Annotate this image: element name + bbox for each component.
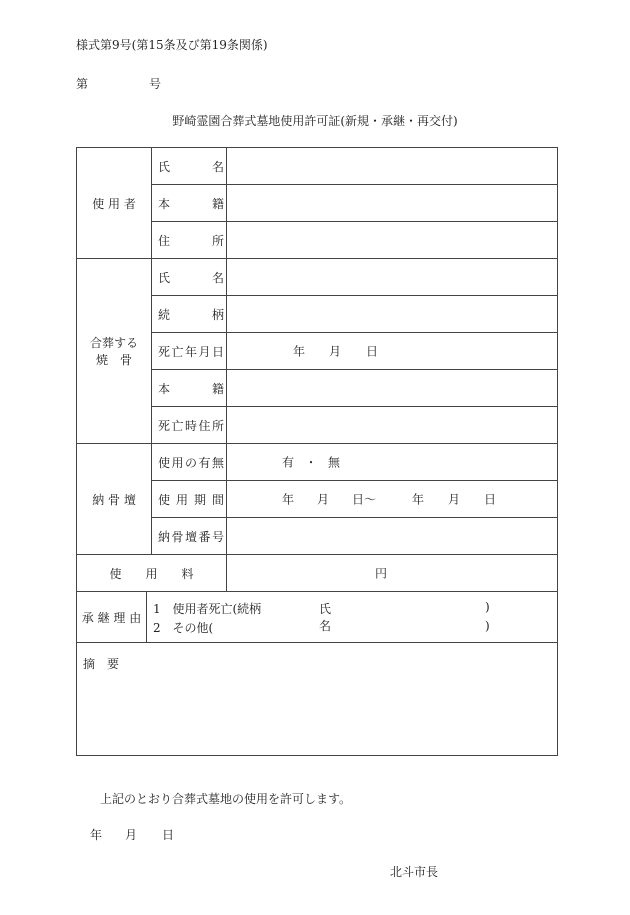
fee-value[interactable] <box>227 555 558 592</box>
deceased-name-label: 氏 名 <box>152 259 227 296</box>
issue-day-unit: 日 <box>162 828 175 842</box>
period-end-month: 月 <box>448 492 461 507</box>
period-end-year: 年 <box>412 492 425 507</box>
user-group-label: 使 用 者 <box>77 148 152 259</box>
period-start-month: 月 <box>317 492 330 507</box>
deceased-group-line2: 焼 骨 <box>96 353 133 367</box>
period-start-day: 日〜 <box>352 492 377 507</box>
ossuary-group-label: 納 骨 壇 <box>77 444 152 555</box>
death-address-value[interactable] <box>227 407 558 444</box>
death-date-label: 死亡年月日 <box>152 333 227 370</box>
succession-reasons <box>147 592 558 643</box>
fee-unit: 円 <box>375 566 388 581</box>
issuer-title: 北斗市長 <box>390 865 439 879</box>
death-year-unit: 年 <box>293 344 306 359</box>
usage-period-value[interactable] <box>227 481 558 518</box>
reason-1-number: 1 <box>153 602 161 616</box>
reason-1-name: 氏名 <box>319 602 332 633</box>
ossuary-usage-row <box>77 444 558 481</box>
reason-1-text: 使用者死亡(続柄 <box>172 602 262 616</box>
fee-row <box>77 555 558 592</box>
summary-row <box>77 643 558 756</box>
deceased-relation-label: 続 柄 <box>152 296 227 333</box>
ossuary-number-value[interactable] <box>227 518 558 555</box>
period-end-day: 日 <box>484 492 497 507</box>
usage-yes[interactable]: 有 <box>282 455 295 470</box>
user-domicile-value[interactable] <box>227 185 558 222</box>
death-address-label: 死亡時住所 <box>152 407 227 444</box>
usage-period-label: 使 用 期 間 <box>152 481 227 518</box>
issue-month-unit: 月 <box>125 828 138 842</box>
deceased-name-row <box>77 259 558 296</box>
user-address-value[interactable] <box>227 222 558 259</box>
period-start-year: 年 <box>282 492 295 507</box>
doc-number-dai: 第 <box>76 77 89 91</box>
fee-label: 使 用 料 <box>77 555 227 592</box>
usage-no[interactable]: 無 <box>328 455 341 470</box>
form-number: 様式第9号(第15条及び第19条関係) <box>76 38 268 52</box>
summary-label: 摘 要 <box>83 657 120 671</box>
ossuary-usage-label: 使用の有無 <box>152 444 227 481</box>
summary-area[interactable] <box>77 643 558 756</box>
user-address-label: 住 所 <box>152 222 227 259</box>
reason-other-line[interactable] <box>153 619 490 636</box>
deceased-relation-value[interactable] <box>227 296 558 333</box>
death-month-unit: 月 <box>329 344 342 359</box>
ossuary-number-label: 納骨壇番号 <box>152 518 227 555</box>
document-title: 野崎霊園合葬式墓地使用許可証(新規・承継・再交付) <box>172 114 458 128</box>
user-name-value[interactable] <box>227 148 558 185</box>
permission-statement: 上記のとおり合葬式墓地の使用を許可します。 <box>100 792 352 806</box>
reason-2-number: 2 <box>153 621 161 635</box>
reason-2-text: その他( <box>172 621 214 635</box>
death-date-value[interactable] <box>227 333 558 370</box>
succession-label: 承 継 理 由 <box>77 592 147 643</box>
death-day-unit: 日 <box>366 344 379 359</box>
issue-year-unit: 年 <box>90 828 103 842</box>
usage-separator: ・ <box>305 455 318 470</box>
deceased-domicile-label: 本 籍 <box>152 370 227 407</box>
permit-table <box>76 147 558 756</box>
deceased-domicile-value[interactable] <box>227 370 558 407</box>
reason-2-close: ) <box>485 619 490 633</box>
deceased-group-label <box>77 259 152 444</box>
deceased-name-value[interactable] <box>227 259 558 296</box>
reason-1-close: ) <box>485 600 490 614</box>
user-name-row <box>77 148 558 185</box>
user-name-label: 氏 名 <box>152 148 227 185</box>
deceased-group-line1: 合葬する <box>90 336 139 350</box>
ossuary-usage-value[interactable] <box>227 444 558 481</box>
succession-row <box>77 592 558 643</box>
user-domicile-label: 本 籍 <box>152 185 227 222</box>
doc-number-go: 号 <box>149 77 162 91</box>
